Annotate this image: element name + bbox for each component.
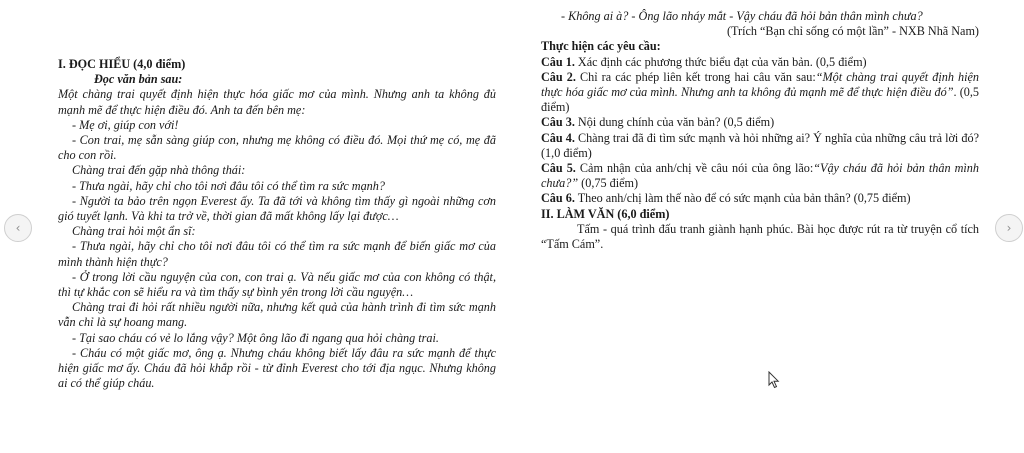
passage-paragraph: Chàng trai hỏi một ẩn sĩ: <box>72 224 196 239</box>
question-label: Câu 1. <box>541 54 575 69</box>
question-4 <box>541 131 979 161</box>
passage-paragraph: - Tại sao cháu có vẻ lo lắng vậy? Một ông lão đi ngang qua hỏi chàng trai. <box>72 330 439 345</box>
question-tail: (0,75 điểm) <box>578 176 639 191</box>
question-6 <box>541 191 979 206</box>
question-quote: “Một chàng trai quyết định hiện thực hóa giấc mơ của mình. Nhưng anh ta không đủ mạnh mẽ để thực hiện điều đó” <box>541 69 979 100</box>
reading-subheading: Đọc văn bản sau: <box>94 72 183 87</box>
question-text: Cảm nhận của anh/chị về câu nói của ông lão: <box>575 161 814 176</box>
question-label: Câu 3. <box>541 115 575 130</box>
passage-paragraph: - Ở trong lời cầu nguyện của con, con trai ạ. Và nếu giấc mơ của con không có thật, thì tự khắc con sẽ hiểu ra và tìm thấy sự bình yên trong lời cầu nguyện… <box>58 269 496 300</box>
question-label: Câu 4. <box>541 130 575 145</box>
requirements-heading: Thực hiện các yêu cầu: <box>541 39 661 54</box>
question-text: Chỉ ra các phép liên kết trong hai câu văn sau: <box>575 69 816 84</box>
source-citation: (Trích “Bạn chỉ sống có một lần” - NXB Nhã Nam) <box>726 24 979 39</box>
passage-paragraph: - Thưa ngài, hãy chỉ cho tôi nơi đâu tôi có thể tìm ra sức mạnh để biến giấc mơ của mình thành hiện thực? <box>58 239 496 269</box>
question-tail: . (0,5 điểm) <box>541 85 979 115</box>
writing-prompt: Tấm - quá trình đấu tranh giành hạnh phúc. Bài học được rút ra từ truyện cổ tích “Tấm Cám”. <box>541 221 979 252</box>
question-text: Xác định các phương thức biểu đạt của văn bản. (0,5 điểm) <box>574 54 867 69</box>
passage-paragraph: - Thưa ngài, hãy chỉ cho tôi nơi đâu tôi có thể tìm ra sức mạnh? <box>72 178 385 193</box>
writing-heading: II. LÀM VĂN (6,0 điểm) <box>541 206 670 221</box>
question-2 <box>541 70 979 116</box>
question-quote: “Vậy cháu đã hỏi bản thân mình chưa?” <box>541 161 979 191</box>
passage-paragraph: Một chàng trai quyết định hiện thực hóa giấc mơ của mình. Nhưng anh ta không đủ mạnh mẽ để thực hiện điều đó. Anh ta đến bên mẹ: <box>58 87 496 117</box>
questions-section <box>541 9 979 252</box>
previous-page-button[interactable] <box>4 214 32 242</box>
question-text: Chàng trai đã đi tìm sức mạnh và hỏi những ai? Ý nghĩa của những câu trả lời đó? (1,0 điểm) <box>541 130 979 160</box>
reading-heading: I. ĐỌC HIỂU (4,0 điểm) <box>58 57 186 71</box>
mouse-pointer-icon <box>768 371 780 389</box>
passage-paragraph: - Mẹ ơi, giúp con với! <box>72 117 179 132</box>
passage-paragraph: - Con trai, mẹ sẵn sàng giúp con, nhưng mẹ không có điều đó. Mọi thứ mẹ có, mẹ đã cho con rồi. <box>58 133 496 163</box>
passage-paragraph: - Người ta bảo trên ngọn Everest ấy. Ta đã tới và không tìm thấy gì ngoài những cơn gió tuyết lạnh. Và khi ta trở về, thời gian đã mất không lấy lại được… <box>58 193 496 224</box>
question-text: Theo anh/chị làm thế nào để có sức mạnh của bản thân? (0,75 điểm) <box>574 191 911 206</box>
passage-paragraph: Chàng trai đi hỏi rất nhiều người nữa, nhưng kết quả của hành trình đi tìm sức mạnh vẫn chỉ là sự hoang mang. <box>58 300 496 330</box>
question-label: Câu 2. <box>541 69 576 84</box>
question-1 <box>541 55 979 70</box>
question-3 <box>541 115 979 130</box>
chevron-left-icon: ‹ <box>15 221 21 235</box>
question-5 <box>541 161 979 191</box>
question-label: Câu 6. <box>541 191 575 206</box>
reading-section <box>58 57 496 391</box>
question-label: Câu 5. <box>541 161 576 176</box>
dialogue-end: - Không ai à? - Ông lão nháy mắt - Vậy cháu đã hỏi bản thân mình chưa? <box>561 9 923 23</box>
question-text: Nội dung chính của văn bản? (0,5 điểm) <box>574 115 775 130</box>
passage-paragraph: - Cháu có một giấc mơ, ông ạ. Nhưng cháu không biết lấy đâu ra sức mạnh để thực hiện giấc mơ ấy. Cháu đã hỏi khắp rồi - từ đỉnh Everest cho tới địa ngục. Nhưng không ai có thể giúp cháu. <box>58 345 496 391</box>
chevron-right-icon: › <box>1006 221 1012 235</box>
passage-paragraph: Chàng trai đến gặp nhà thông thái: <box>72 163 246 178</box>
next-page-button[interactable] <box>995 214 1023 242</box>
